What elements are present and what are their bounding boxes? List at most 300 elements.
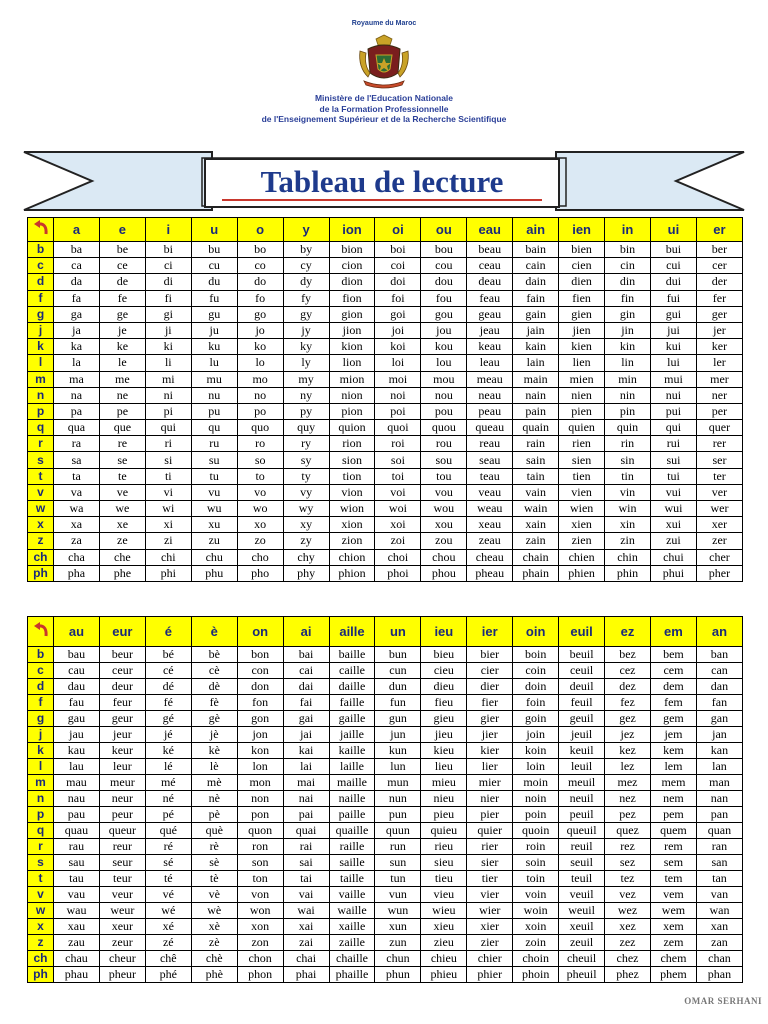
syllable-cell: lai	[283, 759, 329, 775]
syllable-cell: tui	[650, 468, 696, 484]
table-row	[28, 339, 743, 355]
syllable-cell: bi	[145, 242, 191, 258]
syllable-cell: roin	[513, 839, 559, 855]
syllable-cell: pien	[559, 403, 605, 419]
row-label: k	[28, 743, 54, 759]
syllable-cell: jez	[605, 727, 651, 743]
table-row	[28, 951, 743, 967]
row-label: x	[28, 919, 54, 935]
syllable-cell: toi	[375, 468, 421, 484]
table-row	[28, 371, 743, 387]
syllable-cell: chi	[145, 549, 191, 565]
syllable-cell: chier	[467, 951, 513, 967]
syllable-cell: xin	[605, 517, 651, 533]
row-label: q	[28, 420, 54, 436]
syllable-cell: vai	[283, 887, 329, 903]
coat-of-arms-icon	[354, 29, 414, 91]
syllable-cell: beur	[99, 647, 145, 663]
syllable-cell: zieu	[421, 935, 467, 951]
table-row	[28, 355, 743, 371]
syllable-cell: peau	[467, 403, 513, 419]
syllable-cell: jon	[237, 727, 283, 743]
syllable-cell: dier	[467, 679, 513, 695]
syllable-cell: pin	[605, 403, 651, 419]
syllable-cell: geuil	[559, 711, 605, 727]
syllable-cell: ji	[145, 322, 191, 338]
syllable-cell: xoin	[513, 919, 559, 935]
syllable-cell: tier	[467, 871, 513, 887]
syllable-cell: waille	[329, 903, 375, 919]
column-header: ui	[650, 218, 696, 242]
table-row	[28, 290, 743, 306]
syllable-cell: fion	[329, 290, 375, 306]
syllable-cell: bau	[54, 647, 100, 663]
table-row	[28, 935, 743, 951]
row-label: ch	[28, 951, 54, 967]
syllable-cell: nem	[650, 791, 696, 807]
syllable-cell: quem	[650, 823, 696, 839]
syllable-cell: bion	[329, 242, 375, 258]
syllable-cell: ma	[54, 371, 100, 387]
reading-table-2	[27, 616, 743, 983]
syllable-cell: gé	[145, 711, 191, 727]
syllable-cell: ci	[145, 258, 191, 274]
syllable-cell: vez	[605, 887, 651, 903]
syllable-cell: tai	[283, 871, 329, 887]
syllable-cell: poi	[375, 403, 421, 419]
syllable-cell: pun	[375, 807, 421, 823]
syllable-cell: weur	[99, 903, 145, 919]
syllable-cell: pau	[54, 807, 100, 823]
syllable-cell: vou	[421, 484, 467, 500]
syllable-cell: quai	[283, 823, 329, 839]
syllable-cell: gau	[54, 711, 100, 727]
syllable-cell: je	[99, 322, 145, 338]
syllable-cell: jui	[650, 322, 696, 338]
syllable-cell: noin	[513, 791, 559, 807]
syllable-cell: feau	[467, 290, 513, 306]
syllable-cell: zè	[191, 935, 237, 951]
syllable-cell: zin	[605, 533, 651, 549]
syllable-cell: gain	[513, 306, 559, 322]
syllable-cell: tieu	[421, 871, 467, 887]
syllable-cell: son	[237, 855, 283, 871]
syllable-cell: nier	[467, 791, 513, 807]
row-label: t	[28, 468, 54, 484]
syllable-cell: xun	[375, 919, 421, 935]
syllable-cell: chan	[696, 951, 742, 967]
syllable-cell: fé	[145, 695, 191, 711]
syllable-cell: mè	[191, 775, 237, 791]
syllable-cell: vu	[191, 484, 237, 500]
syllable-cell: kain	[513, 339, 559, 355]
row-label: t	[28, 871, 54, 887]
ministry-line: Ministère de l'Education Nationale	[314, 93, 454, 103]
table-row	[28, 322, 743, 338]
syllable-cell: kou	[421, 339, 467, 355]
syllable-cell: sem	[650, 855, 696, 871]
syllable-cell: non	[237, 791, 283, 807]
syllable-cell: queuil	[559, 823, 605, 839]
syllable-cell: cieu	[421, 663, 467, 679]
syllable-cell: fon	[237, 695, 283, 711]
syllable-cell: san	[696, 855, 742, 871]
column-header: em	[650, 617, 696, 647]
syllable-cell: gou	[421, 306, 467, 322]
syllable-cell: tau	[54, 871, 100, 887]
syllable-cell: cheau	[467, 549, 513, 565]
syllable-cell: bon	[237, 647, 283, 663]
syllable-cell: quain	[513, 420, 559, 436]
column-header: oi	[375, 218, 421, 242]
syllable-cell: gon	[237, 711, 283, 727]
syllable-cell: joi	[375, 322, 421, 338]
table-row	[28, 855, 743, 871]
syllable-cell: mieu	[421, 775, 467, 791]
syllable-cell: zai	[283, 935, 329, 951]
reading-table-1	[27, 217, 743, 582]
syllable-cell: choin	[513, 951, 559, 967]
row-label: j	[28, 727, 54, 743]
syllable-cell: si	[145, 452, 191, 468]
syllable-cell: su	[191, 452, 237, 468]
title-underline	[222, 199, 542, 201]
table-row	[28, 242, 743, 258]
syllable-cell: mun	[375, 775, 421, 791]
syllable-cell: dion	[329, 274, 375, 290]
syllable-cell: go	[237, 306, 283, 322]
syllable-cell: lu	[191, 355, 237, 371]
syllable-cell: jain	[513, 322, 559, 338]
syllable-cell: chien	[559, 549, 605, 565]
syllable-cell: phai	[283, 967, 329, 983]
syllable-cell: chau	[54, 951, 100, 967]
syllable-cell: kez	[605, 743, 651, 759]
syllable-cell: cau	[54, 663, 100, 679]
syllable-cell: bien	[559, 242, 605, 258]
syllable-cell: weuil	[559, 903, 605, 919]
syllable-cell: chu	[191, 549, 237, 565]
syllable-cell: ser	[696, 452, 742, 468]
syllable-cell: nin	[605, 387, 651, 403]
syllable-cell: sau	[54, 855, 100, 871]
syllable-cell: di	[145, 274, 191, 290]
syllable-cell: qua	[54, 420, 100, 436]
syllable-cell: seur	[99, 855, 145, 871]
syllable-cell: gin	[605, 306, 651, 322]
syllable-cell: bem	[650, 647, 696, 663]
row-label: s	[28, 855, 54, 871]
syllable-cell: queau	[467, 420, 513, 436]
syllable-cell: saille	[329, 855, 375, 871]
syllable-cell: moi	[375, 371, 421, 387]
column-header: ez	[605, 617, 651, 647]
syllable-cell: ju	[191, 322, 237, 338]
syllable-cell: rion	[329, 436, 375, 452]
table-row	[28, 387, 743, 403]
syllable-cell: sai	[283, 855, 329, 871]
syllable-cell: kem	[650, 743, 696, 759]
syllable-cell: geur	[99, 711, 145, 727]
row-label: ph	[28, 967, 54, 983]
syllable-cell: pheuil	[559, 967, 605, 983]
syllable-cell: cheuil	[559, 951, 605, 967]
syllable-cell: lez	[605, 759, 651, 775]
page-title: Tableau de lecture	[260, 164, 504, 199]
row-label: g	[28, 711, 54, 727]
syllable-cell: nu	[191, 387, 237, 403]
syllable-cell: ban	[696, 647, 742, 663]
syllable-cell: chou	[421, 549, 467, 565]
syllable-cell: rui	[650, 436, 696, 452]
syllable-cell: van	[696, 887, 742, 903]
column-header: ai	[283, 617, 329, 647]
syllable-cell: ter	[696, 468, 742, 484]
syllable-cell: meau	[467, 371, 513, 387]
syllable-cell: xou	[421, 517, 467, 533]
syllable-cell: cai	[283, 663, 329, 679]
syllable-cell: wai	[283, 903, 329, 919]
syllable-cell: gun	[375, 711, 421, 727]
syllable-cell: chaille	[329, 951, 375, 967]
syllable-cell: cé	[145, 663, 191, 679]
syllable-cell: xem	[650, 919, 696, 935]
syllable-cell: cho	[237, 549, 283, 565]
syllable-cell: fui	[650, 290, 696, 306]
syllable-cell: phy	[283, 565, 329, 581]
syllable-cell: ku	[191, 339, 237, 355]
syllable-cell: kai	[283, 743, 329, 759]
syllable-cell: bou	[421, 242, 467, 258]
syllable-cell: nou	[421, 387, 467, 403]
table-row	[28, 871, 743, 887]
syllable-cell: chy	[283, 549, 329, 565]
row-label: b	[28, 647, 54, 663]
row-label: ch	[28, 549, 54, 565]
syllable-cell: wan	[696, 903, 742, 919]
syllable-cell: po	[237, 403, 283, 419]
syllable-cell: ner	[696, 387, 742, 403]
syllable-cell: la	[54, 355, 100, 371]
syllable-cell: vin	[605, 484, 651, 500]
syllable-cell: don	[237, 679, 283, 695]
syllable-cell: laille	[329, 759, 375, 775]
table-row	[28, 919, 743, 935]
syllable-cell: zaille	[329, 935, 375, 951]
syllable-cell: fu	[191, 290, 237, 306]
syllable-cell: to	[237, 468, 283, 484]
syllable-cell: dem	[650, 679, 696, 695]
column-header: ien	[559, 218, 605, 242]
syllable-cell: chion	[329, 549, 375, 565]
syllable-cell: dè	[191, 679, 237, 695]
syllable-cell: leau	[467, 355, 513, 371]
syllable-cell: phez	[605, 967, 651, 983]
syllable-cell: gaille	[329, 711, 375, 727]
syllable-cell: gu	[191, 306, 237, 322]
syllable-cell: wieu	[421, 903, 467, 919]
syllable-cell: vy	[283, 484, 329, 500]
syllable-cell: coin	[513, 663, 559, 679]
syllable-cell: sin	[605, 452, 651, 468]
syllable-cell: ron	[237, 839, 283, 855]
column-header: ion	[329, 218, 375, 242]
syllable-cell: jieu	[421, 727, 467, 743]
syllable-cell: què	[191, 823, 237, 839]
syllable-cell: pui	[650, 403, 696, 419]
syllable-cell: min	[605, 371, 651, 387]
syllable-cell: zion	[329, 533, 375, 549]
syllable-cell: bo	[237, 242, 283, 258]
syllable-cell: se	[99, 452, 145, 468]
syllable-cell: pheau	[467, 565, 513, 581]
syllable-cell: ky	[283, 339, 329, 355]
syllable-cell: zien	[559, 533, 605, 549]
syllable-cell: dain	[513, 274, 559, 290]
syllable-cell: quaille	[329, 823, 375, 839]
table-row	[28, 823, 743, 839]
syllable-cell: rer	[696, 436, 742, 452]
syllable-cell: quun	[375, 823, 421, 839]
syllable-cell: ceau	[467, 258, 513, 274]
syllable-cell: veur	[99, 887, 145, 903]
table-row	[28, 517, 743, 533]
syllable-cell: ki	[145, 339, 191, 355]
syllable-cell: quou	[421, 420, 467, 436]
syllable-cell: xi	[145, 517, 191, 533]
syllable-cell: vaille	[329, 887, 375, 903]
syllable-cell: phaille	[329, 967, 375, 983]
syllable-cell: zon	[237, 935, 283, 951]
column-header: oin	[513, 617, 559, 647]
row-label: d	[28, 679, 54, 695]
syllable-cell: deuil	[559, 679, 605, 695]
syllable-cell: qui	[650, 420, 696, 436]
syllable-cell: cy	[283, 258, 329, 274]
syllable-cell: jier	[467, 727, 513, 743]
syllable-cell: pieu	[421, 807, 467, 823]
syllable-cell: chem	[650, 951, 696, 967]
table-row	[28, 663, 743, 679]
row-label: k	[28, 339, 54, 355]
syllable-cell: bui	[650, 242, 696, 258]
syllable-cell: goi	[375, 306, 421, 322]
syllable-cell: xu	[191, 517, 237, 533]
syllable-cell: wo	[237, 501, 283, 517]
header-row	[28, 617, 743, 647]
syllable-cell: sier	[467, 855, 513, 871]
syllable-cell: xy	[283, 517, 329, 533]
syllable-cell: vion	[329, 484, 375, 500]
syllable-cell: ri	[145, 436, 191, 452]
syllable-cell: zain	[513, 533, 559, 549]
syllable-cell: peur	[99, 807, 145, 823]
syllable-cell: seau	[467, 452, 513, 468]
syllable-cell: nion	[329, 387, 375, 403]
syllable-cell: bin	[605, 242, 651, 258]
column-header: an	[696, 617, 742, 647]
syllable-cell: bè	[191, 647, 237, 663]
syllable-cell: cion	[329, 258, 375, 274]
syllable-cell: pion	[329, 403, 375, 419]
syllable-cell: kien	[559, 339, 605, 355]
syllable-cell: be	[99, 242, 145, 258]
syllable-cell: feuil	[559, 695, 605, 711]
column-header: on	[237, 617, 283, 647]
syllable-cell: keau	[467, 339, 513, 355]
syllable-cell: sun	[375, 855, 421, 871]
syllable-cell: pez	[605, 807, 651, 823]
syllable-cell: jeuil	[559, 727, 605, 743]
syllable-cell: wez	[605, 903, 651, 919]
syllable-cell: ca	[54, 258, 100, 274]
syllable-cell: feur	[99, 695, 145, 711]
table-row	[28, 533, 743, 549]
syllable-cell: ber	[696, 242, 742, 258]
syllable-cell: na	[54, 387, 100, 403]
syllable-cell: ni	[145, 387, 191, 403]
syllable-cell: dien	[559, 274, 605, 290]
syllable-cell: phui	[650, 565, 696, 581]
table-row	[28, 807, 743, 823]
syllable-cell: ly	[283, 355, 329, 371]
syllable-cell: woi	[375, 501, 421, 517]
syllable-cell: bai	[283, 647, 329, 663]
syllable-cell: pem	[650, 807, 696, 823]
syllable-cell: pi	[145, 403, 191, 419]
syllable-cell: vem	[650, 887, 696, 903]
table-row	[28, 565, 743, 581]
syllable-cell: gai	[283, 711, 329, 727]
syllable-cell: teuil	[559, 871, 605, 887]
syllable-cell: pé	[145, 807, 191, 823]
syllable-cell: fieu	[421, 695, 467, 711]
table-row	[28, 695, 743, 711]
table-row	[28, 759, 743, 775]
syllable-cell: quan	[696, 823, 742, 839]
syllable-cell: sa	[54, 452, 100, 468]
table-row	[28, 727, 743, 743]
syllable-cell: ce	[99, 258, 145, 274]
syllable-cell: ro	[237, 436, 283, 452]
syllable-cell: bu	[191, 242, 237, 258]
syllable-cell: té	[145, 871, 191, 887]
syllable-cell: lo	[237, 355, 283, 371]
syllable-cell: foi	[375, 290, 421, 306]
syllable-cell: ba	[54, 242, 100, 258]
syllable-cell: naille	[329, 791, 375, 807]
syllable-cell: ny	[283, 387, 329, 403]
syllable-cell: rai	[283, 839, 329, 855]
syllable-cell: quy	[283, 420, 329, 436]
ministry-line: de l'Enseignement Supérieur et de la Recherche Scientifique	[261, 114, 507, 124]
row-label: v	[28, 887, 54, 903]
syllable-cell: pon	[237, 807, 283, 823]
syllable-cell: zan	[696, 935, 742, 951]
syllable-cell: cher	[696, 549, 742, 565]
syllable-cell: fain	[513, 290, 559, 306]
syllable-cell: veau	[467, 484, 513, 500]
syllable-cell: cu	[191, 258, 237, 274]
syllable-cell: seuil	[559, 855, 605, 871]
syllable-cell: vain	[513, 484, 559, 500]
syllable-cell: reuil	[559, 839, 605, 855]
syllable-cell: tem	[650, 871, 696, 887]
syllable-cell: rain	[513, 436, 559, 452]
syllable-cell: cier	[467, 663, 513, 679]
syllable-cell: jeau	[467, 322, 513, 338]
syllable-cell: fou	[421, 290, 467, 306]
